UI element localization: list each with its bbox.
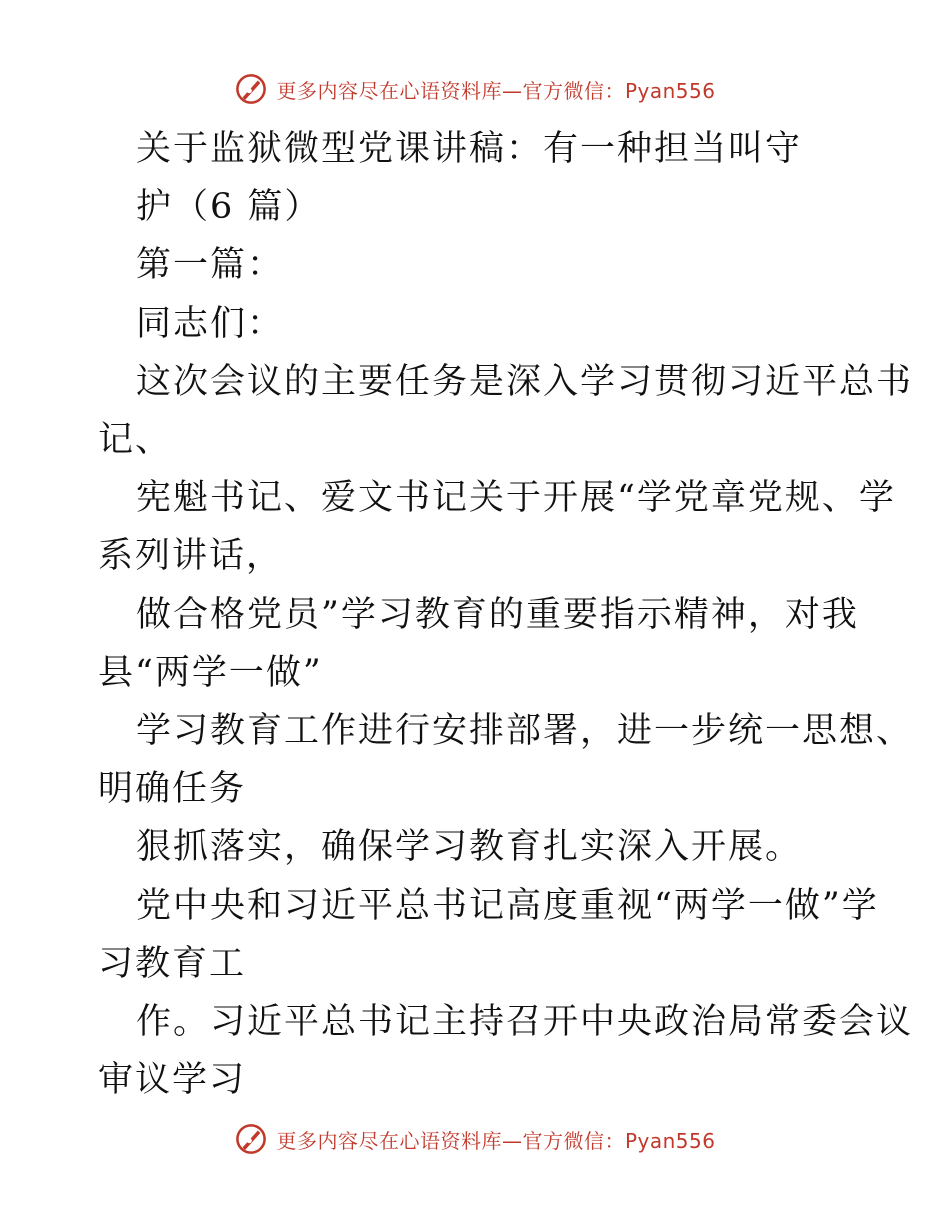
paragraph-line: 作。习近平总书记主持召开中央政治局常委会议	[136, 1002, 914, 1043]
document-body	[98, 120, 914, 1109]
paragraph-line: 学习教育工作进行安排部署，进一步统一思想、	[136, 711, 914, 752]
pen-logo-icon	[234, 72, 268, 106]
paragraph-line: 记、	[98, 420, 173, 461]
paragraph-line: 狠抓落实，确保学习教育扎实深入开展。	[136, 827, 803, 868]
paragraph-line: 宪魁书记、爱文书记关于开展“学党章党规、学	[136, 478, 896, 519]
paragraph-line: 明确任务	[98, 769, 247, 810]
section-heading: 第一篇：	[136, 245, 285, 286]
salutation: 同志们：	[136, 303, 285, 344]
paragraph-line: 审议学习	[98, 1060, 247, 1101]
paragraph-line: 党中央和习近平总书记高度重视“两学一做”学	[136, 885, 879, 926]
paragraph-line: 系列讲话，	[98, 536, 284, 577]
watermark-text: 更多内容尽在心语资料库—官方微信：Pyan556	[276, 78, 716, 103]
pen-logo-icon	[234, 1122, 268, 1156]
paragraph-line: 做合格党员”学习教育的重要指示精神，对我	[136, 594, 859, 635]
paragraph-line: 习教育工	[98, 943, 247, 984]
paragraph-line: 县“两学一做”	[98, 652, 323, 693]
footer-watermark	[0, 1122, 950, 1156]
document-title-line-2: 护（6 篇）	[136, 187, 322, 228]
document-title-line-1: 关于监狱微型党课讲稿：有一种担当叫守	[136, 129, 803, 169]
header-watermark	[0, 72, 950, 106]
watermark-text: 更多内容尽在心语资料库—官方微信：Pyan556	[276, 1128, 716, 1153]
paragraph-line: 这次会议的主要任务是深入学习贯彻习近平总书	[136, 361, 914, 402]
